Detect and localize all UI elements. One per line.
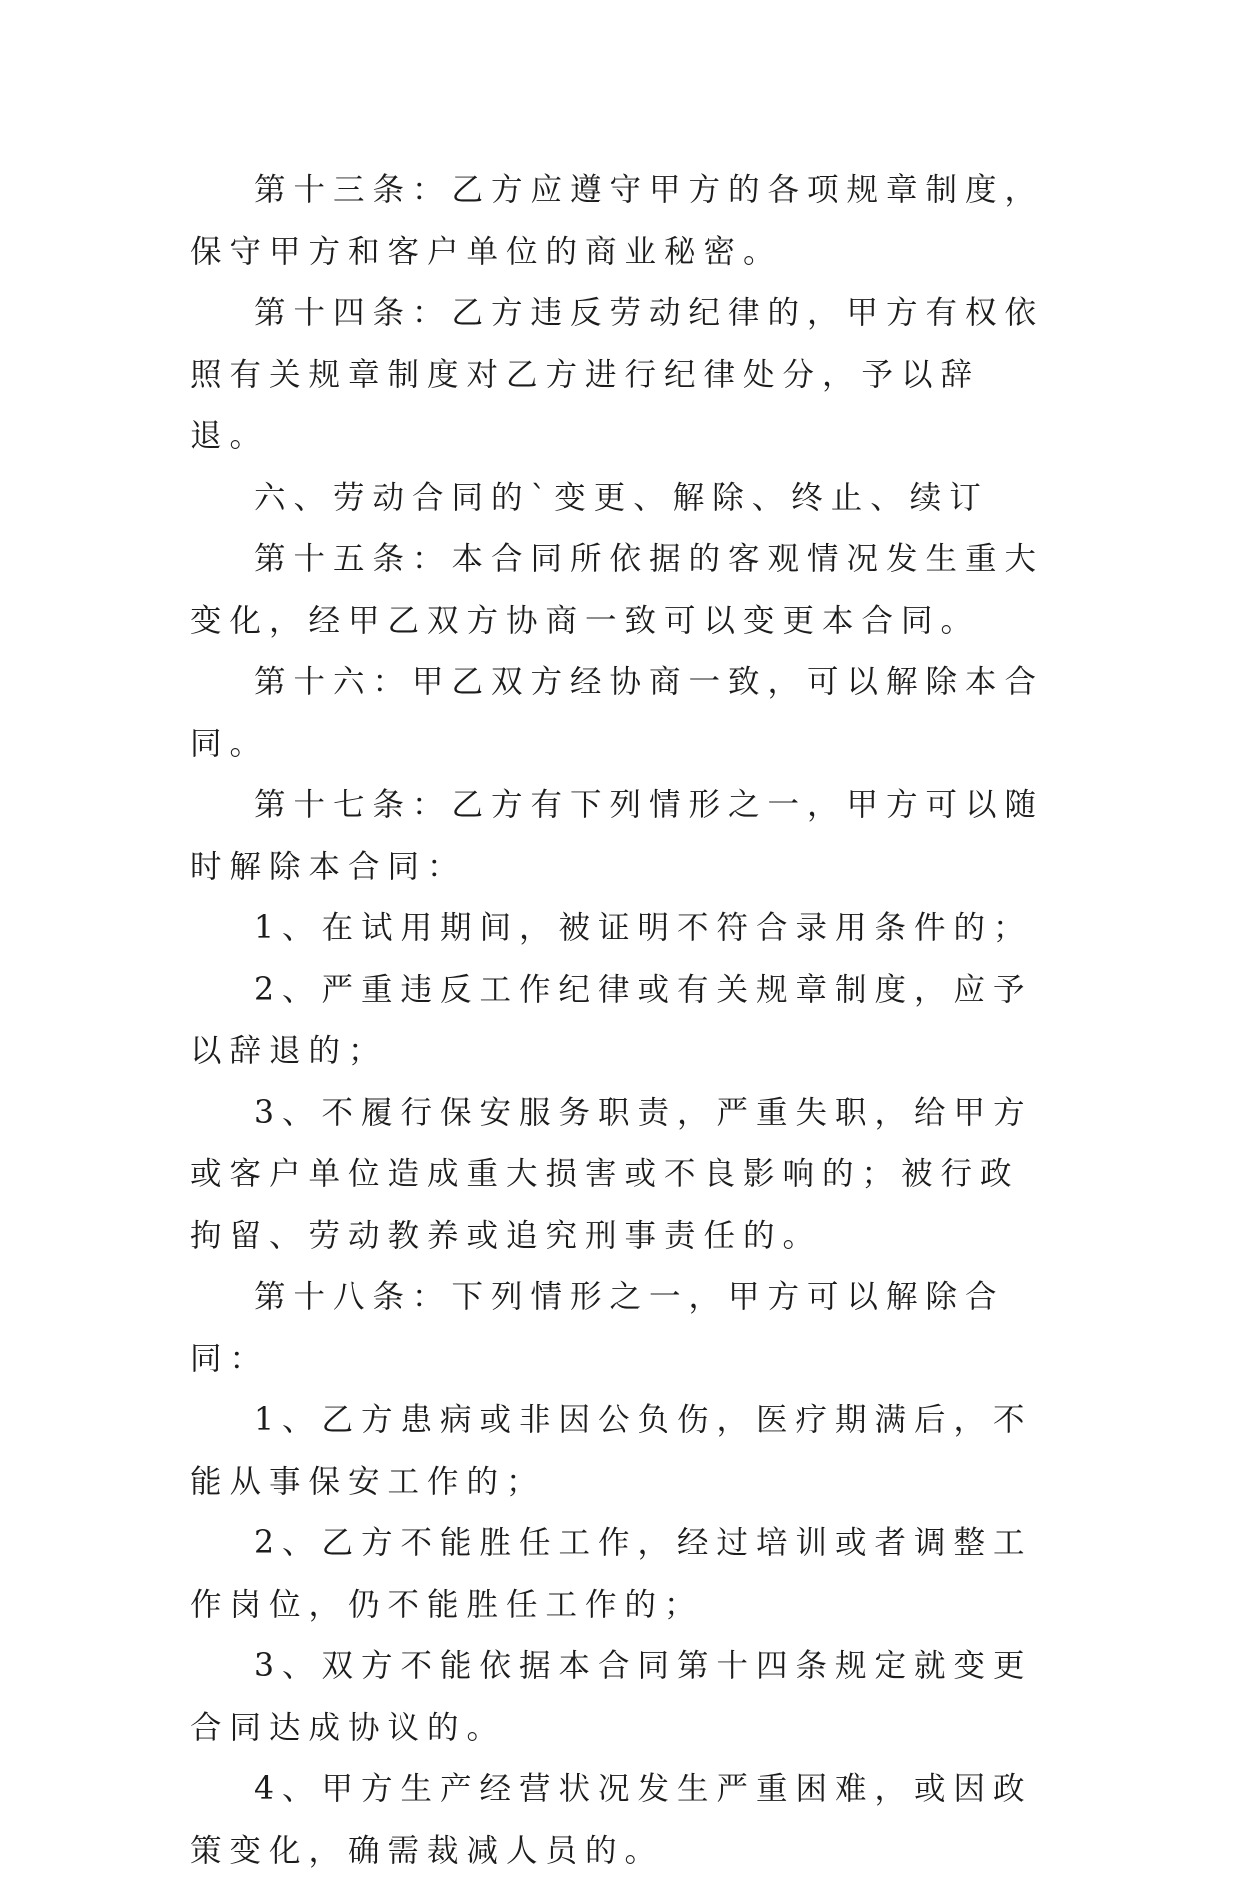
section-6-heading: 六、劳动合同的`变更、解除、终止、续订 bbox=[254, 479, 989, 516]
article-17-item-2: 2、严重违反工作纪律或有关规章制度，应予以辞退的； bbox=[190, 971, 1033, 1069]
article-18-item-4: 4、甲方生产经营状况发生严重困难，或因政策变化，确需裁减人员的。 bbox=[190, 1771, 1033, 1869]
article-15-paragraph: 第十五条：本合同所依据的客观情况发生重大变化，经甲乙双方协商一致可以变更本合同。 bbox=[190, 541, 1045, 639]
article-17-item-3: 3、不履行保安服务职责，严重失职，给甲方或客户单位造成重大损害或不良影响的；被行政拘留、劳动教养或追究刑事责任的。 bbox=[190, 1094, 1033, 1254]
article-13-paragraph: 第十三条：乙方应遵守甲方的各项规章制度，保守甲方和客户单位的商业秘密。 bbox=[190, 172, 1045, 270]
article-16-paragraph: 第十六：甲乙双方经协商一致，可以解除本合同。 bbox=[190, 664, 1045, 762]
article-18-paragraph: 第十八条：下列情形之一，甲方可以解除合同： bbox=[190, 1279, 1005, 1377]
article-17-item-1: 1、在试用期间，被证明不符合录用条件的； bbox=[254, 910, 1033, 946]
article-18-item-3: 3、双方不能依据本合同第十四条规定就变更合同达成协议的。 bbox=[190, 1648, 1033, 1746]
article-17-paragraph: 第十七条：乙方有下列情形之一，甲方可以随时解除本合同： bbox=[190, 787, 1045, 885]
article-18-item-1: 1、乙方患病或非因公负伤，医疗期满后，不能从事保安工作的； bbox=[190, 1402, 1033, 1500]
article-18-item-2: 2、乙方不能胜任工作，经过培训或者调整工作岗位，仍不能胜任工作的； bbox=[190, 1525, 1033, 1623]
document-body bbox=[190, 160, 1050, 1882]
article-14-paragraph: 第十四条：乙方违反劳动纪律的，甲方有权依照有关规章制度对乙方进行纪律处分，予以辞退。 bbox=[190, 295, 1045, 454]
